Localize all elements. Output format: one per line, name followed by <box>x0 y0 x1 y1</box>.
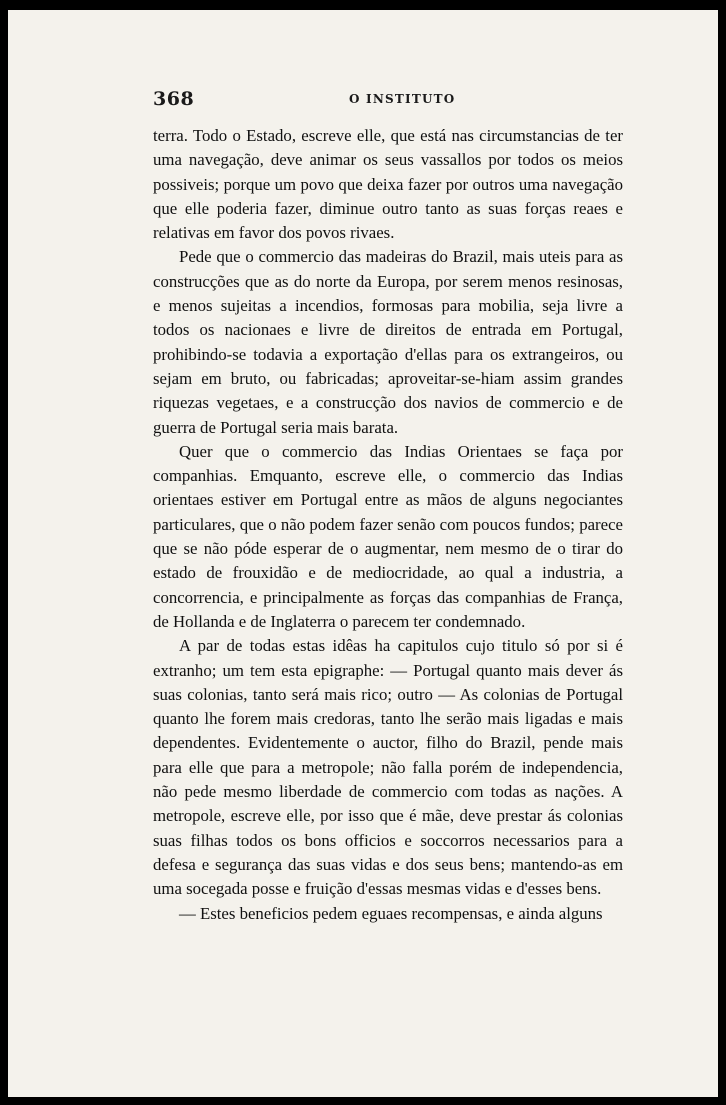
page-header <box>153 88 633 110</box>
page-number: 368 <box>153 88 195 110</box>
paragraph-east-indies: Quer que o commercio das Indias Orientaes se faça por companhias. Emquanto, escreve elle, o commercio das Indias orientaes estiver em Portugal entre as mãos de alguns negociantes particulares, que o não podem fazer senão com poucos fundos; parece que se não póde esperar de o augmentar, nem mesmo de o tirar do estado de frouxidão e de mediocridade, ao qual a industria, a concorrencia, e principalmente as forças das companhias de França, de Hollanda e de Inglaterra o parecem ter condemnado. <box>153 441 623 631</box>
paragraph-continuation: terra. Todo o Estado, escreve elle, que está nas circumstancias de ter uma navegação, deve animar os seus vassallos por todos os meios possiveis; porque um povo que deixa fazer por outros uma navegação que elle poderia fazer, diminue outro tanto as suas forças reaes e relativas em favor dos povos rivaes. <box>153 126 623 243</box>
paragraph-brazil-wood: Pede que o commercio das madeiras do Brazil, mais uteis para as construcções que as do norte da Europa, por serem menos resinosas, e menos sujeitas a incendios, formosas para mobilia, seja livre a todos os nacionaes e livre de direitos de entrada em Portugal, prohibindo-se todavia a exportação d'ellas para os extrangeiros, ou sejam em bruto, ou fabricadas; aproveitar-se-hiam assim grandes riquezas vegetaes, e a construcção dos navios de commercio e de guerra de Portugal seria mais barata. <box>153 247 623 437</box>
running-title: O INSTITUTO <box>349 92 456 106</box>
paragraph-benefits: — Estes beneficios pedem eguaes recompensas, e ainda alguns <box>179 903 603 923</box>
paragraph-colonies: A par de todas estas idêas ha capitulos cujo titulo só por si é extranho; um tem esta epigraphe: — Portugal quanto mais dever ás suas colonias, tanto será mais rico; outro — As colonias de Portugal quanto lhe forem mais credoras, tanto lhe serão mais ligadas e mais dependentes. Evidentemente o auctor, filho do Brazil, pende mais para elle que para a metropole; não falla porém de independencia, não pede mesmo liberdade de commercio com todas as nações. A metropole, escreve elle, por isso que é mãe, deve prestar ás colonias suas filhas todos os bons officios e soccorros necessarios para a defesa e segurança das suas vidas e dos seus bens; mantendo-as em uma socegada posse e fruição d'essas mesmas vidas e d'esses bens. <box>153 636 623 899</box>
book-page <box>8 10 718 1097</box>
body-text <box>153 124 623 926</box>
